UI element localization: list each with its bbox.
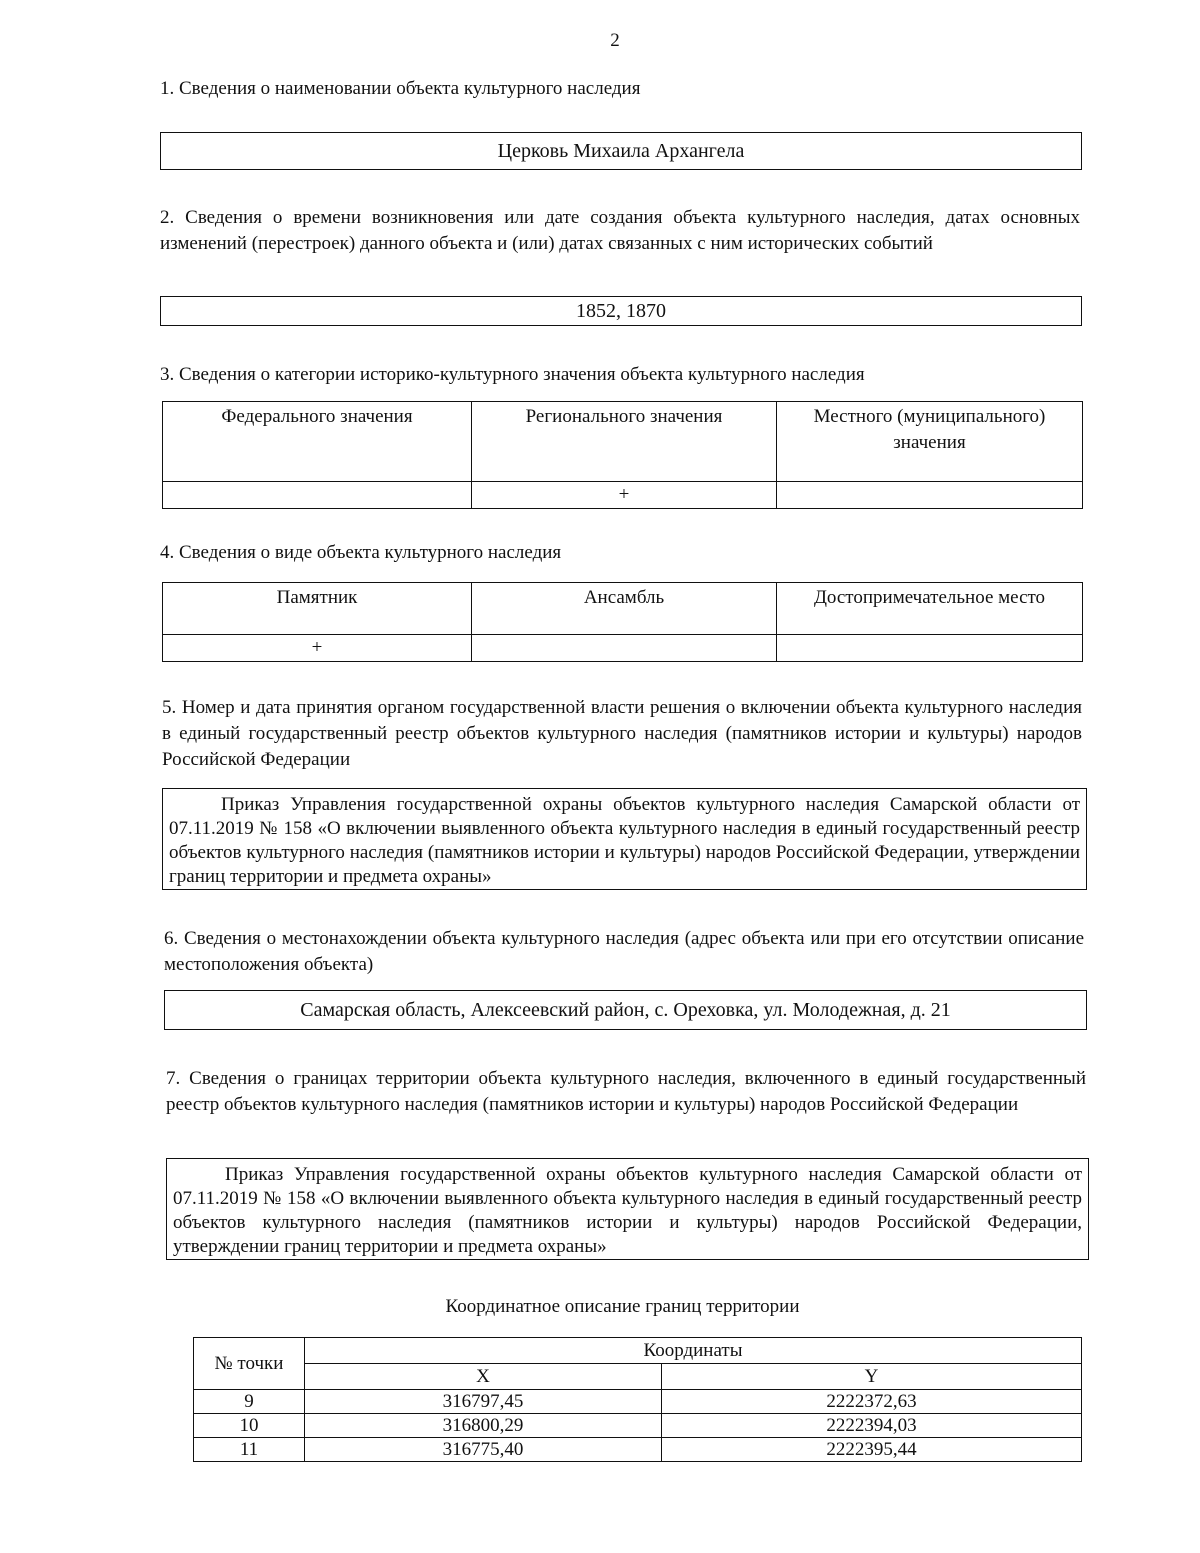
header-y: Y: [662, 1364, 1082, 1390]
x-value: 316775,40: [305, 1438, 662, 1462]
y-value: 2222372,63: [662, 1390, 1082, 1414]
section3-heading: 3. Сведения о категории историко-культурного значения объекта культурного наследия: [160, 364, 865, 385]
header-point: № точки: [194, 1338, 305, 1390]
section6-heading: 6. Сведения о местонахождении объекта культурного наследия (адрес объекта или при его отсутствии описание местоположения объекта): [164, 928, 1084, 975]
table-row: [194, 1438, 1082, 1462]
address-value: Самарская область, Алексеевский район, с. Ореховка, ул. Молодежная, д. 21: [300, 998, 951, 1021]
page-number: 2: [610, 30, 620, 51]
y-value: 2222394,03: [662, 1414, 1082, 1438]
section5-heading: 5. Номер и дата принятия органом государственной власти решения о включении объекта культурного наследия в единый государственный реестр объектов культурного наследия (памятников истории и культуры) народов Российской Федерации: [162, 697, 1082, 770]
category-regional-mark: +: [472, 482, 777, 509]
section7-heading: 7. Сведения о границах территории объекта культурного наследия, включенного в единый государственный реестр объектов культурного наследия (памятников истории и культуры) народов Российской Федерации: [166, 1068, 1086, 1115]
type-ensemble: Ансамбль: [472, 583, 777, 635]
table-row: [194, 1390, 1082, 1414]
category-local: Местного (муниципального) значения: [777, 402, 1083, 482]
x-value: 316797,45: [305, 1390, 662, 1414]
type-landmark-mark: [777, 635, 1083, 662]
type-monument-mark: +: [163, 635, 472, 662]
category-federal: Федерального значения: [163, 402, 472, 482]
category-federal-mark: [163, 482, 472, 509]
type-monument: Памятник: [163, 583, 472, 635]
coordinates-title: Координатное описание границ территории: [445, 1296, 800, 1317]
type-landmark: Достопримечательное место: [777, 583, 1083, 635]
category-local-mark: [777, 482, 1083, 509]
point-number: 11: [194, 1438, 305, 1462]
section2-value-box: [160, 296, 1082, 326]
category-table: [162, 401, 1083, 509]
x-value: 316800,29: [305, 1414, 662, 1438]
header-coordinates: Координаты: [305, 1338, 1082, 1364]
table-row: [194, 1414, 1082, 1438]
point-number: 10: [194, 1414, 305, 1438]
section4-heading: 4. Сведения о виде объекта культурного наследия: [160, 542, 562, 563]
section1-value-box: [160, 132, 1082, 170]
y-value: 2222395,44: [662, 1438, 1082, 1462]
category-regional: Регионального значения: [472, 402, 777, 482]
coordinates-table: [193, 1337, 1082, 1462]
object-name: Церковь Михаила Архангела: [497, 139, 745, 162]
section6-value-box: [164, 990, 1087, 1030]
dates-value: 1852, 1870: [576, 299, 666, 322]
registry-decision: Приказ Управления государственной охраны объектов культурного наследия Самарской области от 07.11.2019 № 158 «О включении выявленного объекта культурного наследия в единый государственный реестр объектов культурного наследия (памятников истории и культуры) народов Российской Федерации, утверждении границ территории и предмета охраны»: [162, 788, 1087, 890]
point-number: 9: [194, 1390, 305, 1414]
type-table: [162, 582, 1083, 662]
header-x: X: [305, 1364, 662, 1390]
section1-heading: 1. Сведения о наименовании объекта культурного наследия: [160, 78, 641, 99]
section2-heading: 2. Сведения о времени возникновения или дате создания объекта культурного наследия, датах основных изменений (перестроек) данного объекта и (или) датах связанных с ним исторических событий: [160, 207, 1080, 254]
type-ensemble-mark: [472, 635, 777, 662]
territory-decision: Приказ Управления государственной охраны объектов культурного наследия Самарской области от 07.11.2019 № 158 «О включении выявленного объекта культурного наследия в единый государственный реестр объектов культурного наследия (памятников истории и культуры) народов Российской Федерации, утверждении границ территории и предмета охраны»: [166, 1158, 1089, 1260]
